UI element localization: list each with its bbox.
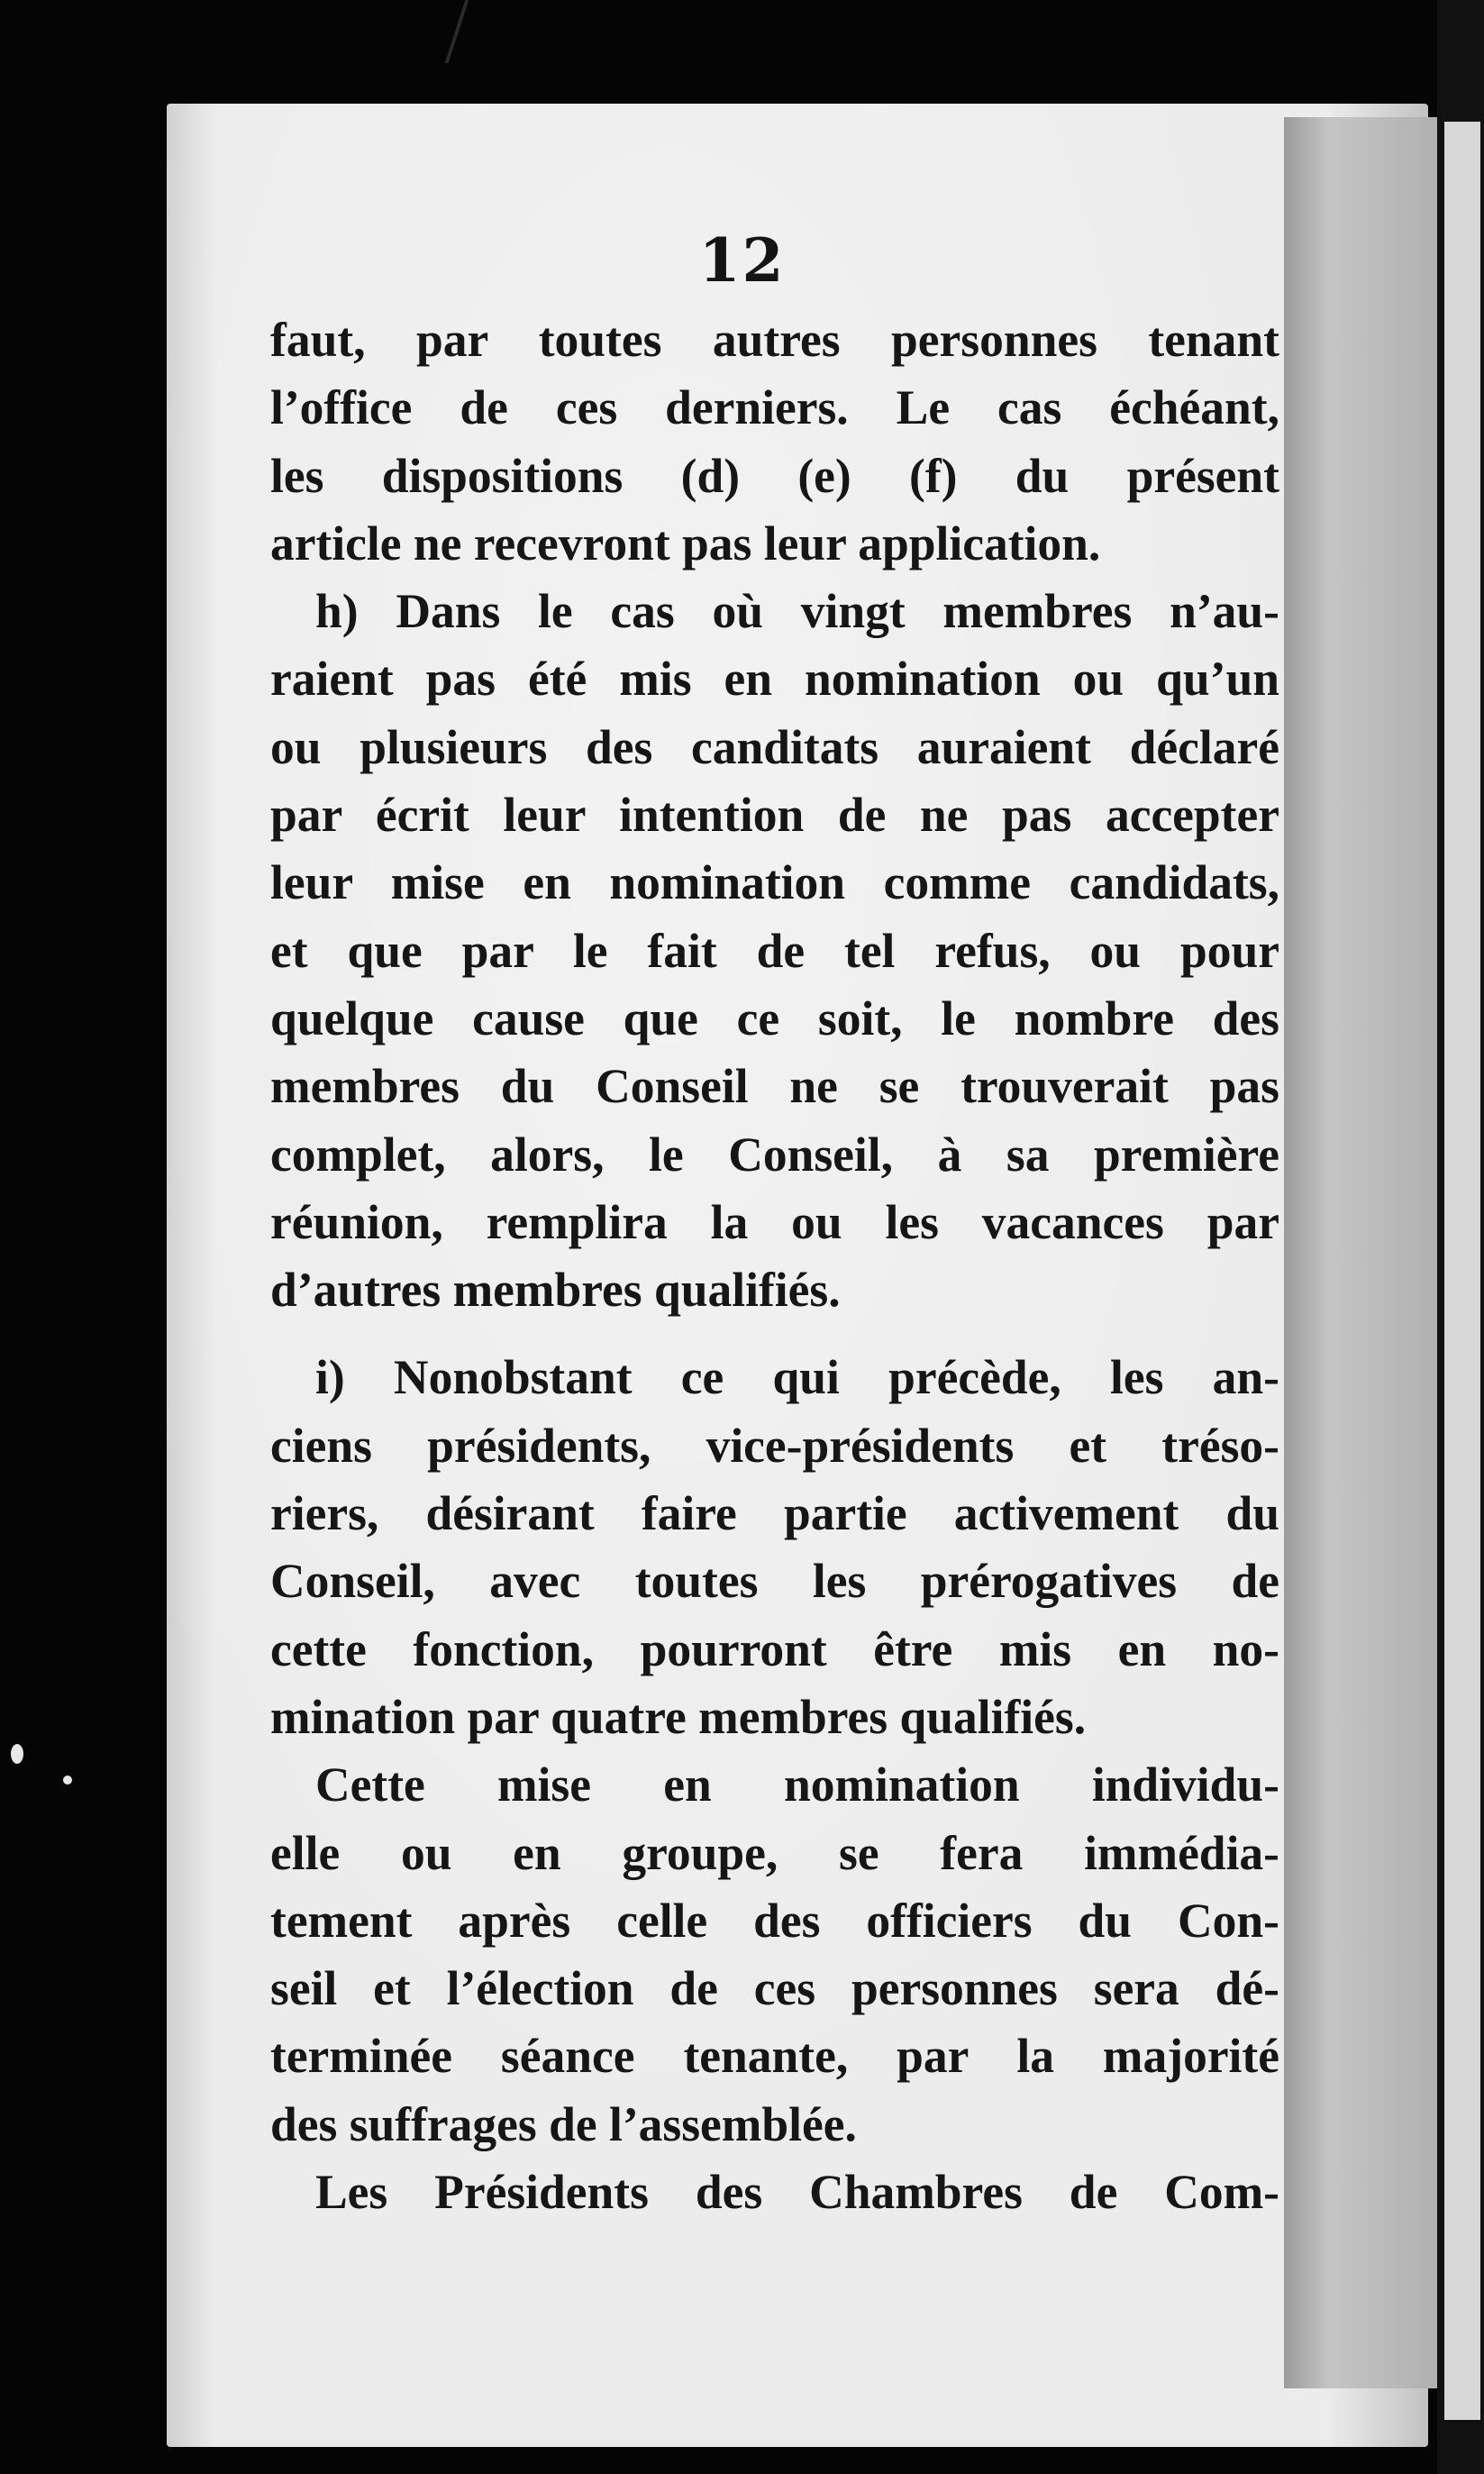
- text-line: et que par le fait de tel refus, ou pour: [270, 923, 1279, 978]
- text-line: mination par quatre membres qualifiés.: [270, 1689, 1087, 1744]
- text-line: leur mise en nomination comme candidats,: [270, 855, 1279, 910]
- text-line: h) Dans le cas où vingt membres n’au-: [315, 584, 1279, 639]
- text-line: par écrit leur intention de ne pas accepter: [270, 788, 1279, 843]
- page-gutter-shadow: [1284, 117, 1437, 2388]
- body-text: [270, 306, 1279, 2226]
- text-line: elle ou en groupe, se fera immédia-: [270, 1825, 1279, 1880]
- adjacent-page-edge: [1444, 122, 1480, 2420]
- page-number: 12: [698, 225, 786, 296]
- text-line: i) Nonobstant ce qui précède, les an-: [315, 1350, 1279, 1405]
- adjacent-page-strip: [1437, 0, 1484, 2474]
- scan-speck: [11, 1744, 23, 1764]
- text-line: Cette mise en nomination individu-: [315, 1757, 1279, 1812]
- text-line: seil et l’élection de ces personnes sera dé-: [270, 1961, 1279, 2016]
- text-line: article ne recevront pas leur application.: [270, 516, 1101, 571]
- text-line: réunion, remplira la ou les vacances par: [270, 1194, 1279, 1249]
- text-line: Conseil, avec toutes les prérogatives de: [270, 1554, 1279, 1609]
- text-line: d’autres membres qualifiés.: [270, 1263, 841, 1318]
- text-line: Les Présidents des Chambres de Com-: [315, 2165, 1279, 2220]
- text-line: terminée séance tenante, par la majorité: [270, 2029, 1279, 2084]
- text-line: quelque cause que ce soit, le nombre des: [270, 991, 1279, 1045]
- paragraph-gap: [270, 1324, 1279, 1344]
- text-line: les dispositions (d) (e) (f) du présent: [270, 448, 1279, 503]
- text-line: tement après celle des officiers du Con-: [270, 1893, 1279, 1948]
- text-line: raient pas été mis en nomination ou qu’un: [270, 652, 1279, 707]
- text-line: riers, désirant faire partie activement du: [270, 1486, 1279, 1541]
- text-line: complet, alors, le Conseil, à sa première: [270, 1127, 1279, 1182]
- text-line: ou plusieurs des canditats auraient déclaré: [270, 719, 1279, 774]
- text-line: faut, par toutes autres personnes tenant: [270, 313, 1279, 367]
- text-line: membres du Conseil ne se trouverait pas: [270, 1059, 1279, 1114]
- text-line: des suffrages de l’assemblée.: [270, 2096, 857, 2151]
- scan-speck: [63, 1776, 72, 1785]
- text-line: l’office de ces derniers. Le cas échéant,: [270, 380, 1279, 435]
- text-line: cette fonction, pourront être mis en no-: [270, 1621, 1279, 1676]
- text-line: ciens présidents, vice-présidents et tréso-: [270, 1418, 1279, 1473]
